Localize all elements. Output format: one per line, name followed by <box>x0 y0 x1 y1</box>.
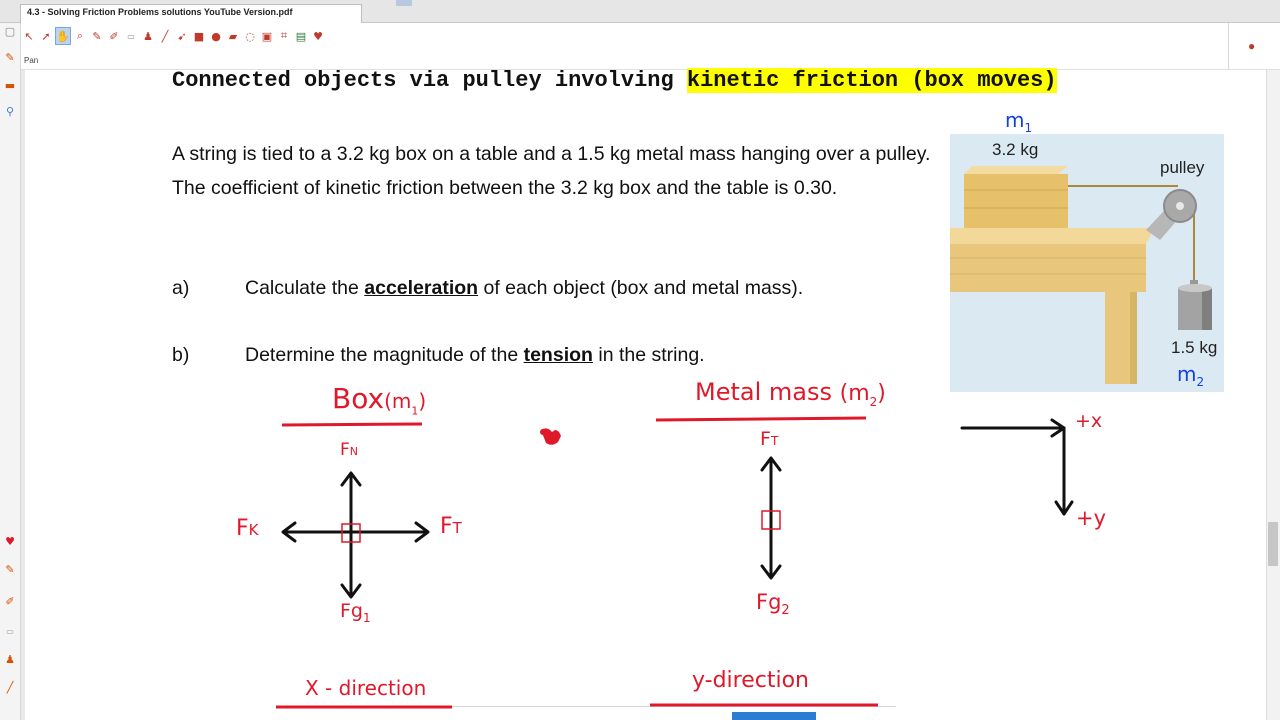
question-b-post: in the string. <box>592 344 705 366</box>
select-arrow-icon[interactable]: ↖ <box>24 29 34 43</box>
zoom-icon[interactable]: ⌕ <box>76 29 84 42</box>
metal-gravity-label <box>756 590 790 618</box>
stamp-tool-icon[interactable]: ♟ <box>5 653 15 666</box>
metal-title-close: ) <box>877 381 886 406</box>
pulley-label: pulley <box>1160 158 1205 177</box>
hand-cursor-icon <box>540 428 561 444</box>
rectangle-icon[interactable]: ■ <box>193 29 205 43</box>
fg1-subscript: 1 <box>363 610 371 625</box>
line-tool-icon[interactable]: ╱ <box>6 681 14 694</box>
fk-subscript: K <box>248 521 259 539</box>
textbox-tool-icon[interactable]: ▭ <box>6 627 14 636</box>
m2-subscript: 2 <box>1196 375 1205 389</box>
text-box-icon[interactable]: ▭ <box>127 31 135 41</box>
stamp-icon[interactable]: ♟ <box>143 29 153 43</box>
highlighter-icon[interactable]: ✐ <box>109 29 119 43</box>
box-mass-label: 3.2 kg <box>992 140 1039 159</box>
fg2-subscript: 2 <box>781 603 790 619</box>
m2-label <box>1177 362 1204 389</box>
box-title-underline <box>282 424 422 425</box>
ft-metal-letter: F <box>760 428 771 450</box>
problem-statement: A string is tied to a 3.2 kg box on a table and a 1.5 kg metal mass hanging over a pulley. The coefficient of kinetic friction between the 3.2 kg box and the table is 0.30. <box>172 143 931 199</box>
question-b-label: b) <box>172 344 190 366</box>
m1-letter: m <box>1005 108 1025 132</box>
title-highlight: kinetic friction (box moves) <box>686 68 1057 93</box>
question-a-label: a) <box>172 277 190 299</box>
m1-subscript: 1 <box>1024 121 1033 135</box>
arrow-icon[interactable]: ➹ <box>177 29 187 43</box>
ft-box-subscript: T <box>452 519 462 537</box>
question-b-pre: Determine the magnitude of the <box>245 344 524 366</box>
box-title-close: ) <box>418 389 427 413</box>
ellipse-icon[interactable]: ● <box>211 29 221 43</box>
plus-y-label: +y <box>1076 506 1107 530</box>
pan-hand-icon[interactable]: ✋ <box>56 29 70 43</box>
ft-metal-subscript: T <box>770 434 779 448</box>
x-direction-label: X - direction <box>305 676 427 700</box>
folder-icon[interactable]: ▬ <box>4 79 16 92</box>
pen-icon[interactable]: ✎ <box>92 29 102 43</box>
favorite-icon[interactable]: ♥ <box>5 535 15 548</box>
image-icon[interactable]: ▤ <box>295 29 307 43</box>
fg2-letters: Fg <box>756 590 782 614</box>
box-title <box>332 382 426 418</box>
fn-subscript: N <box>349 445 359 458</box>
plus-x-label: +x <box>1075 410 1103 432</box>
tool-mode-label: Pan <box>24 56 39 65</box>
metal-title-paren: (m <box>839 381 870 406</box>
heart-icon[interactable]: ♥ <box>313 29 323 43</box>
m2-letter: m <box>1177 362 1197 386</box>
line-icon[interactable]: ╱ <box>161 29 169 43</box>
box-free-body-diagram <box>283 473 428 597</box>
y-direction-label: y-direction <box>692 668 809 693</box>
crop-icon[interactable]: ⌗ <box>280 29 288 42</box>
camera-icon[interactable]: ▣ <box>261 29 273 43</box>
metal-title-subscript: 2 <box>869 394 878 409</box>
metal-title-word: Metal mass <box>695 378 832 406</box>
eraser-icon[interactable]: ▰ <box>228 29 238 43</box>
normal-force-label <box>340 440 358 460</box>
metal-free-body-diagram <box>762 458 780 578</box>
question-a-post: of each object (box and metal mass). <box>478 277 804 299</box>
coordinate-axes <box>962 420 1072 514</box>
fk-letter: F <box>236 516 249 541</box>
pointer-icon[interactable]: ➚ <box>41 29 51 43</box>
kinetic-friction-label <box>236 516 259 541</box>
lasso-icon[interactable]: ◌ <box>245 29 255 43</box>
document-tab-title: 4.3 - Solving Friction Problems solutions YouTube Version.pdf <box>27 7 293 17</box>
page-thumbnail-icon[interactable]: ▢ <box>4 25 16 38</box>
box-title-subscript: 1 <box>411 404 419 418</box>
metal-title-underline <box>656 418 866 420</box>
title-plain: Connected objects via pulley involving <box>172 68 687 93</box>
marker-icon[interactable]: ✐ <box>5 595 15 608</box>
pen-tool-icon[interactable]: ✎ <box>5 51 15 64</box>
hanging-mass-label: 1.5 kg <box>1171 338 1218 357</box>
box-tension-label <box>440 514 462 539</box>
box-gravity-label <box>340 600 371 625</box>
ink-color-icon[interactable]: ● <box>1248 39 1256 53</box>
attachment-icon[interactable]: ⚲ <box>5 105 15 118</box>
question-a-keyword: acceleration <box>364 277 479 299</box>
box-title-paren: (m <box>384 389 412 413</box>
fn-letter: F <box>340 440 350 460</box>
pencil-icon[interactable]: ✎ <box>5 563 15 576</box>
question-a-pre: Calculate the <box>245 277 365 299</box>
metal-title <box>695 378 886 409</box>
fg1-letters: Fg <box>340 600 363 622</box>
box-title-word: Box <box>332 382 385 415</box>
question-b-keyword: tension <box>523 344 593 366</box>
m1-label <box>1005 108 1032 135</box>
ft-box-letter: F <box>440 514 453 539</box>
metal-tension-label <box>760 428 778 450</box>
